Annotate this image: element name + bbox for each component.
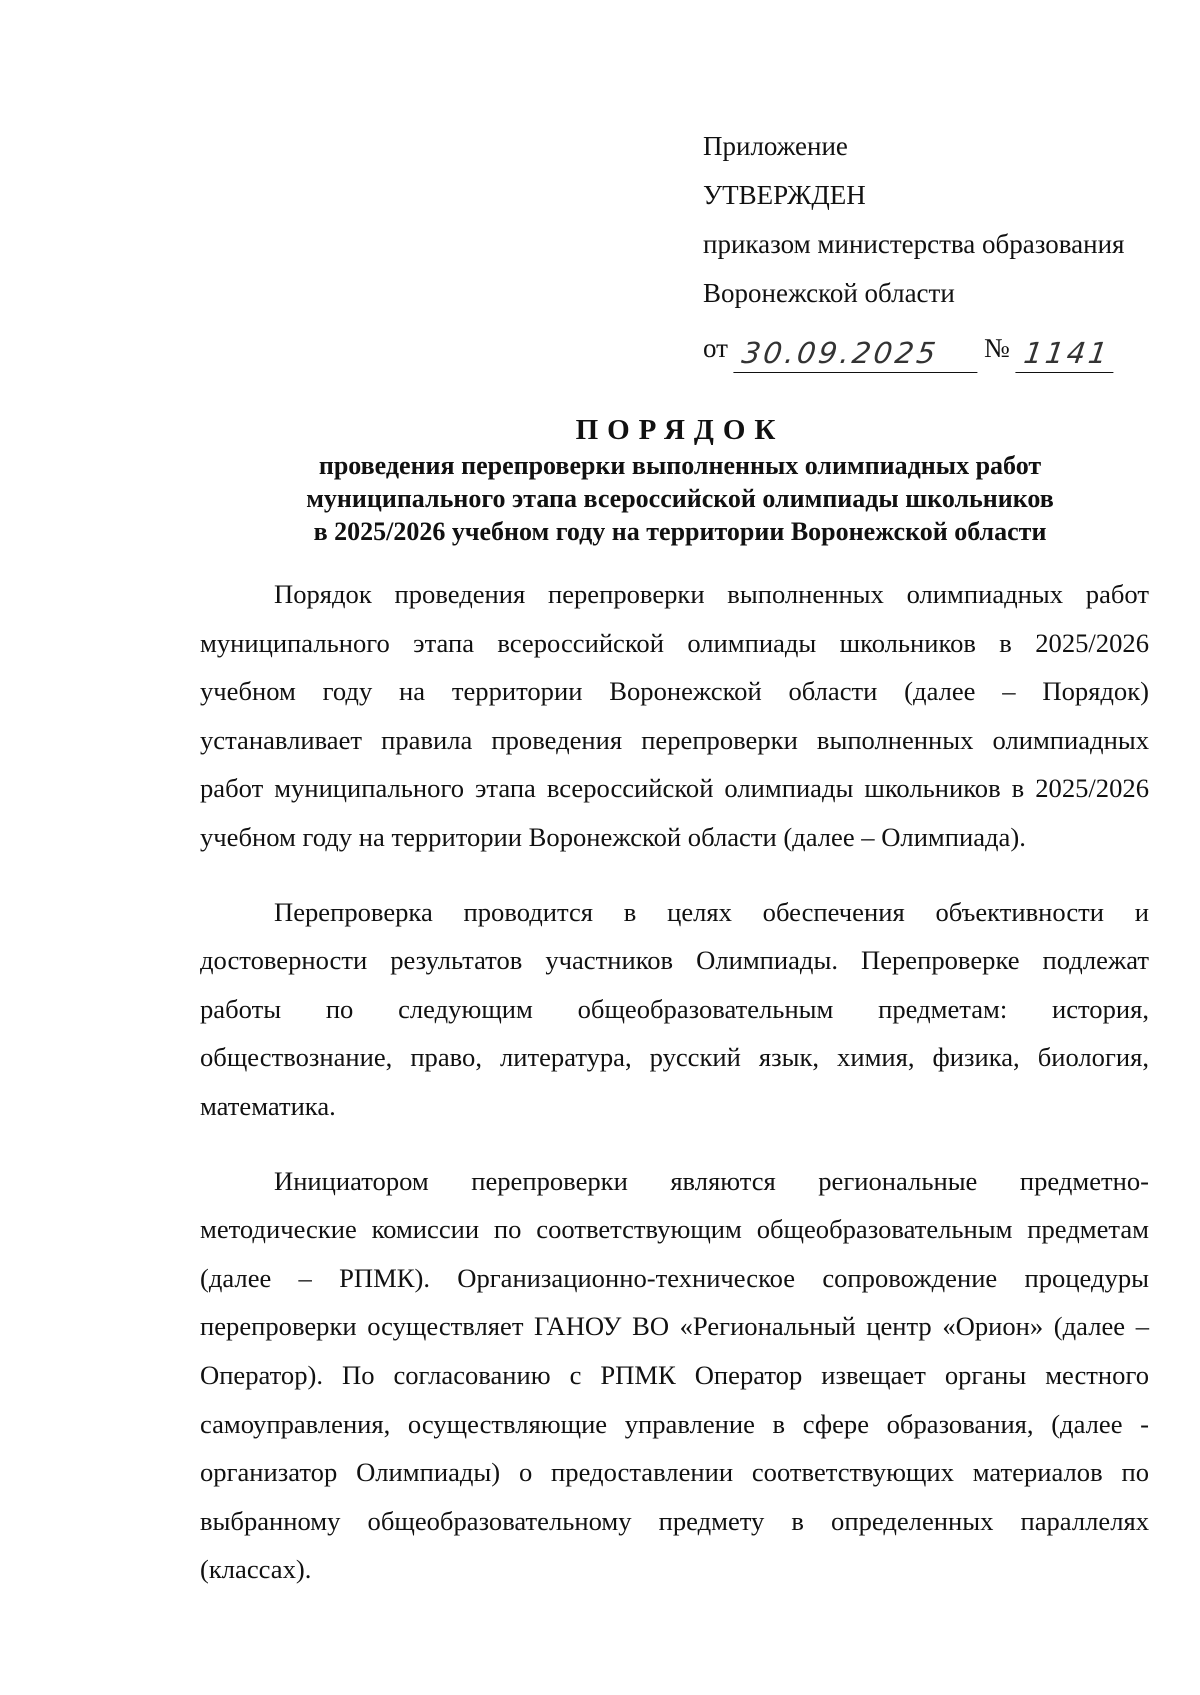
body-paragraph: Инициатором перепроверки являются региональные предметно-методические комиссии по соответствующим общеобразовательным предметам (далее – РПМК). Организационно-техническое сопровождение процедуры перепроверки осуществляет ГАНОУ ВО «Региональный центр «Орион» (далее – Оператор). По согласованию с РПМК Оператор извещает органы местного самоуправления, осуществляющие управление в сфере образования, (далее - организатор Олимпиады) о предоставлении соответствующих материалов по выбранному общеобразовательному предмету в определенных параллелях (классах). [200,1165,1149,1585]
body-paragraph: Порядок проведения перепроверки выполненных олимпиадных работ муниципального этапа всероссийской олимпиады школьников в 2025/2026 учебном году на территории Воронежской области (далее – Порядок) устанавливает правила проведения перепроверки выполненных олимпиадных работ муниципального этапа всероссийской олимпиады школьников в 2025/2026 учебном году на территории Воронежской области (далее – Олимпиада). [200,579,1149,852]
approval-block [703,122,1163,373]
appendix-label: Приложение [703,131,848,161]
date-prefix: от [703,333,728,363]
order-date-number-line [703,318,1163,373]
subtitle-line: муниципального этапа всероссийской олимпиады школьников [306,484,1054,513]
subtitle-line: проведения перепроверки выполненных олимпиадных работ [318,451,1042,480]
number-prefix: № [983,333,1010,363]
subtitle-line: в 2025/2026 учебном году на территории Воронежской области [313,517,1047,546]
region-line: Воронежской области [703,278,955,308]
approved-label: УТВЕРЖДЕН [703,180,866,210]
document-subtitle [150,449,1200,548]
handwritten-number: 1141 [1015,335,1118,373]
document-body [200,570,1149,1620]
document-title: ПОРЯДОК [575,414,785,446]
handwritten-date: 30.09.2025 [733,335,982,373]
body-paragraph: Перепроверка проводится в целях обеспечения объективности и достоверности результатов участников Олимпиады. Перепроверке подлежат работы по следующим общеобразовательным предметам: история, обществознание, право, литература, русский язык, химия, физика, биология, математика. [200,896,1149,1121]
order-issuer-line: приказом министерства образования [703,229,1125,259]
